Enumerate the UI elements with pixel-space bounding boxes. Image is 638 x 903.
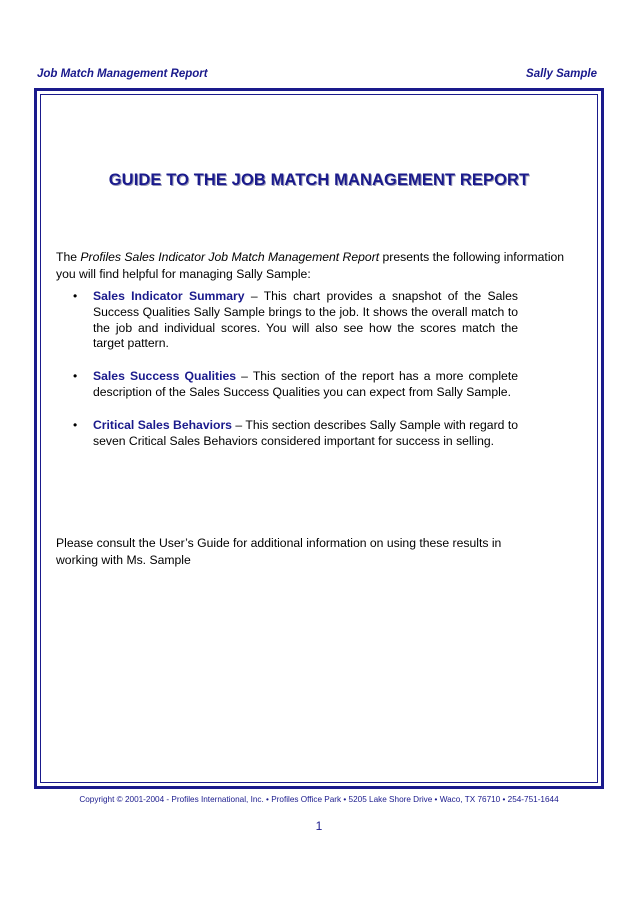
bullet-term: Critical Sales Behaviors <box>93 417 232 432</box>
bullet-text: – This chart provides a snapshot of the Sales Success Qualities Sally Sample brings to the job. It shows the overall match to the job and individual scores. You will also see how the scores match the target pattern. <box>93 289 518 351</box>
intro-suffix: presents the following information you will find helpful for managing Sally Sample: <box>56 250 565 281</box>
bullet-icon: • <box>73 417 78 432</box>
list-item <box>56 369 518 401</box>
closing-paragraph: Please consult the User’s Guide for additional information on using these results in working with Ms. Sample <box>56 536 502 567</box>
page-title: GUIDE TO THE JOB MATCH MANAGEMENT REPORT <box>108 171 530 189</box>
bullet-text: – This section describes Sally Sample with regard to seven Critical Sales Behaviors considered important for success in selling. <box>93 417 519 448</box>
bullet-text: – This section of the report has a more complete description of the Sales Success Qualities you can expect from Sally Sample. <box>93 369 518 399</box>
page-number: 1 <box>315 819 323 833</box>
bullet-term: Sales Success Qualities <box>93 369 237 384</box>
bullet-icon: • <box>73 369 78 384</box>
copyright-footer: Copyright © 2001-2004 - Profiles International, Inc. • Profiles Office Park • 5205 Lake Shore Drive • Waco, TX 76710 • 254-751-1644 <box>79 795 559 804</box>
header-report-title: Job Match Management Report <box>37 68 208 80</box>
intro-report-name: Profiles Sales Indicator Job Match Management Report <box>80 250 380 264</box>
running-header <box>37 68 597 84</box>
list-item <box>56 289 518 352</box>
bullet-icon: • <box>73 289 78 303</box>
bullet-term: Sales Indicator Summary <box>93 289 245 303</box>
intro-prefix: The <box>56 250 81 264</box>
list-item <box>56 418 518 450</box>
intro-paragraph <box>56 249 586 283</box>
header-subject-name: Sally Sample <box>526 68 597 80</box>
section-guide-list <box>56 289 518 466</box>
